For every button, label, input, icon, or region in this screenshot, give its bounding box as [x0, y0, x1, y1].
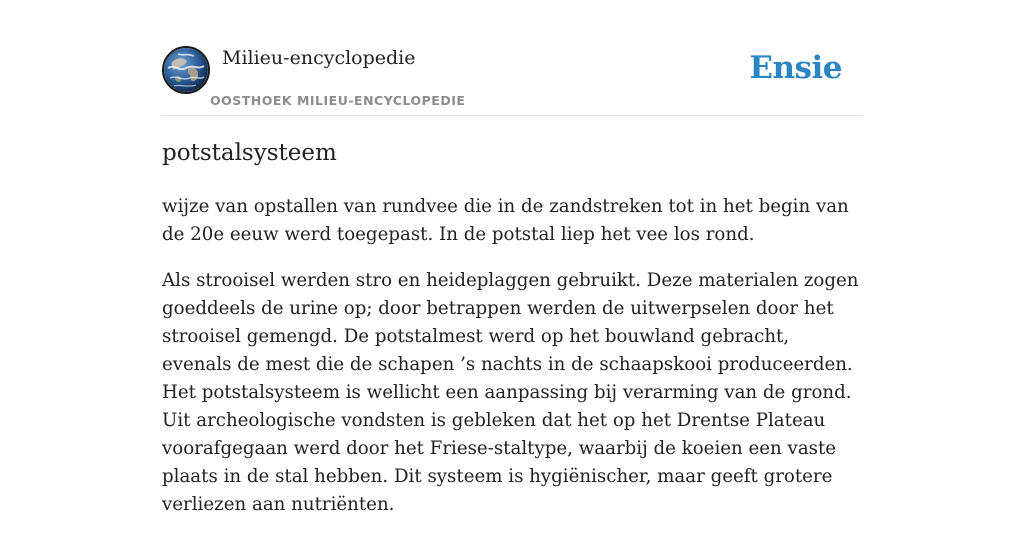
site-subtitle: OOSTHOEK MILIEU-ENCYCLOPEDIE [210, 93, 466, 108]
page [162, 0, 862, 515]
site-title[interactable]: Milieu-encyclopedie [222, 47, 416, 69]
earth-globe-icon [162, 46, 210, 94]
entry-body [162, 193, 862, 537]
site-header [162, 0, 862, 116]
entry-paragraph: Als strooisel werden stro en heideplaggen gebruikt. Deze materialen zogen goeddeels de urine op; door betrappen werden de uitwerpselen door het strooisel gemengd. De potstalmest werd op het bouwland gebracht, evenals de mest die de schapen ’s nachts in de schaapskooi produceerden. Het potstalsysteem is wellicht een aanpassing bij verarming van de grond. Uit archeologische vondsten is gebleken dat het op het Drentse Plateau voorafgegaan werd door het Friese-staltype, waarbij de koeien een vaste plaats in de stal hebben. Dit systeem is hygiënischer, maar geeft grotere verliezen aan nutriënten. [162, 270, 859, 515]
ensie-brand-logo[interactable]: Ensie [749, 50, 842, 86]
entry-paragraph: wijze van opstallen van rundvee die in de zandstreken tot in het begin van de 20e eeuw werd toegepast. In de potstal liep het vee los rond. [162, 196, 849, 245]
entry-title: potstalsysteem [162, 140, 337, 166]
site-logo-link[interactable] [162, 46, 210, 94]
